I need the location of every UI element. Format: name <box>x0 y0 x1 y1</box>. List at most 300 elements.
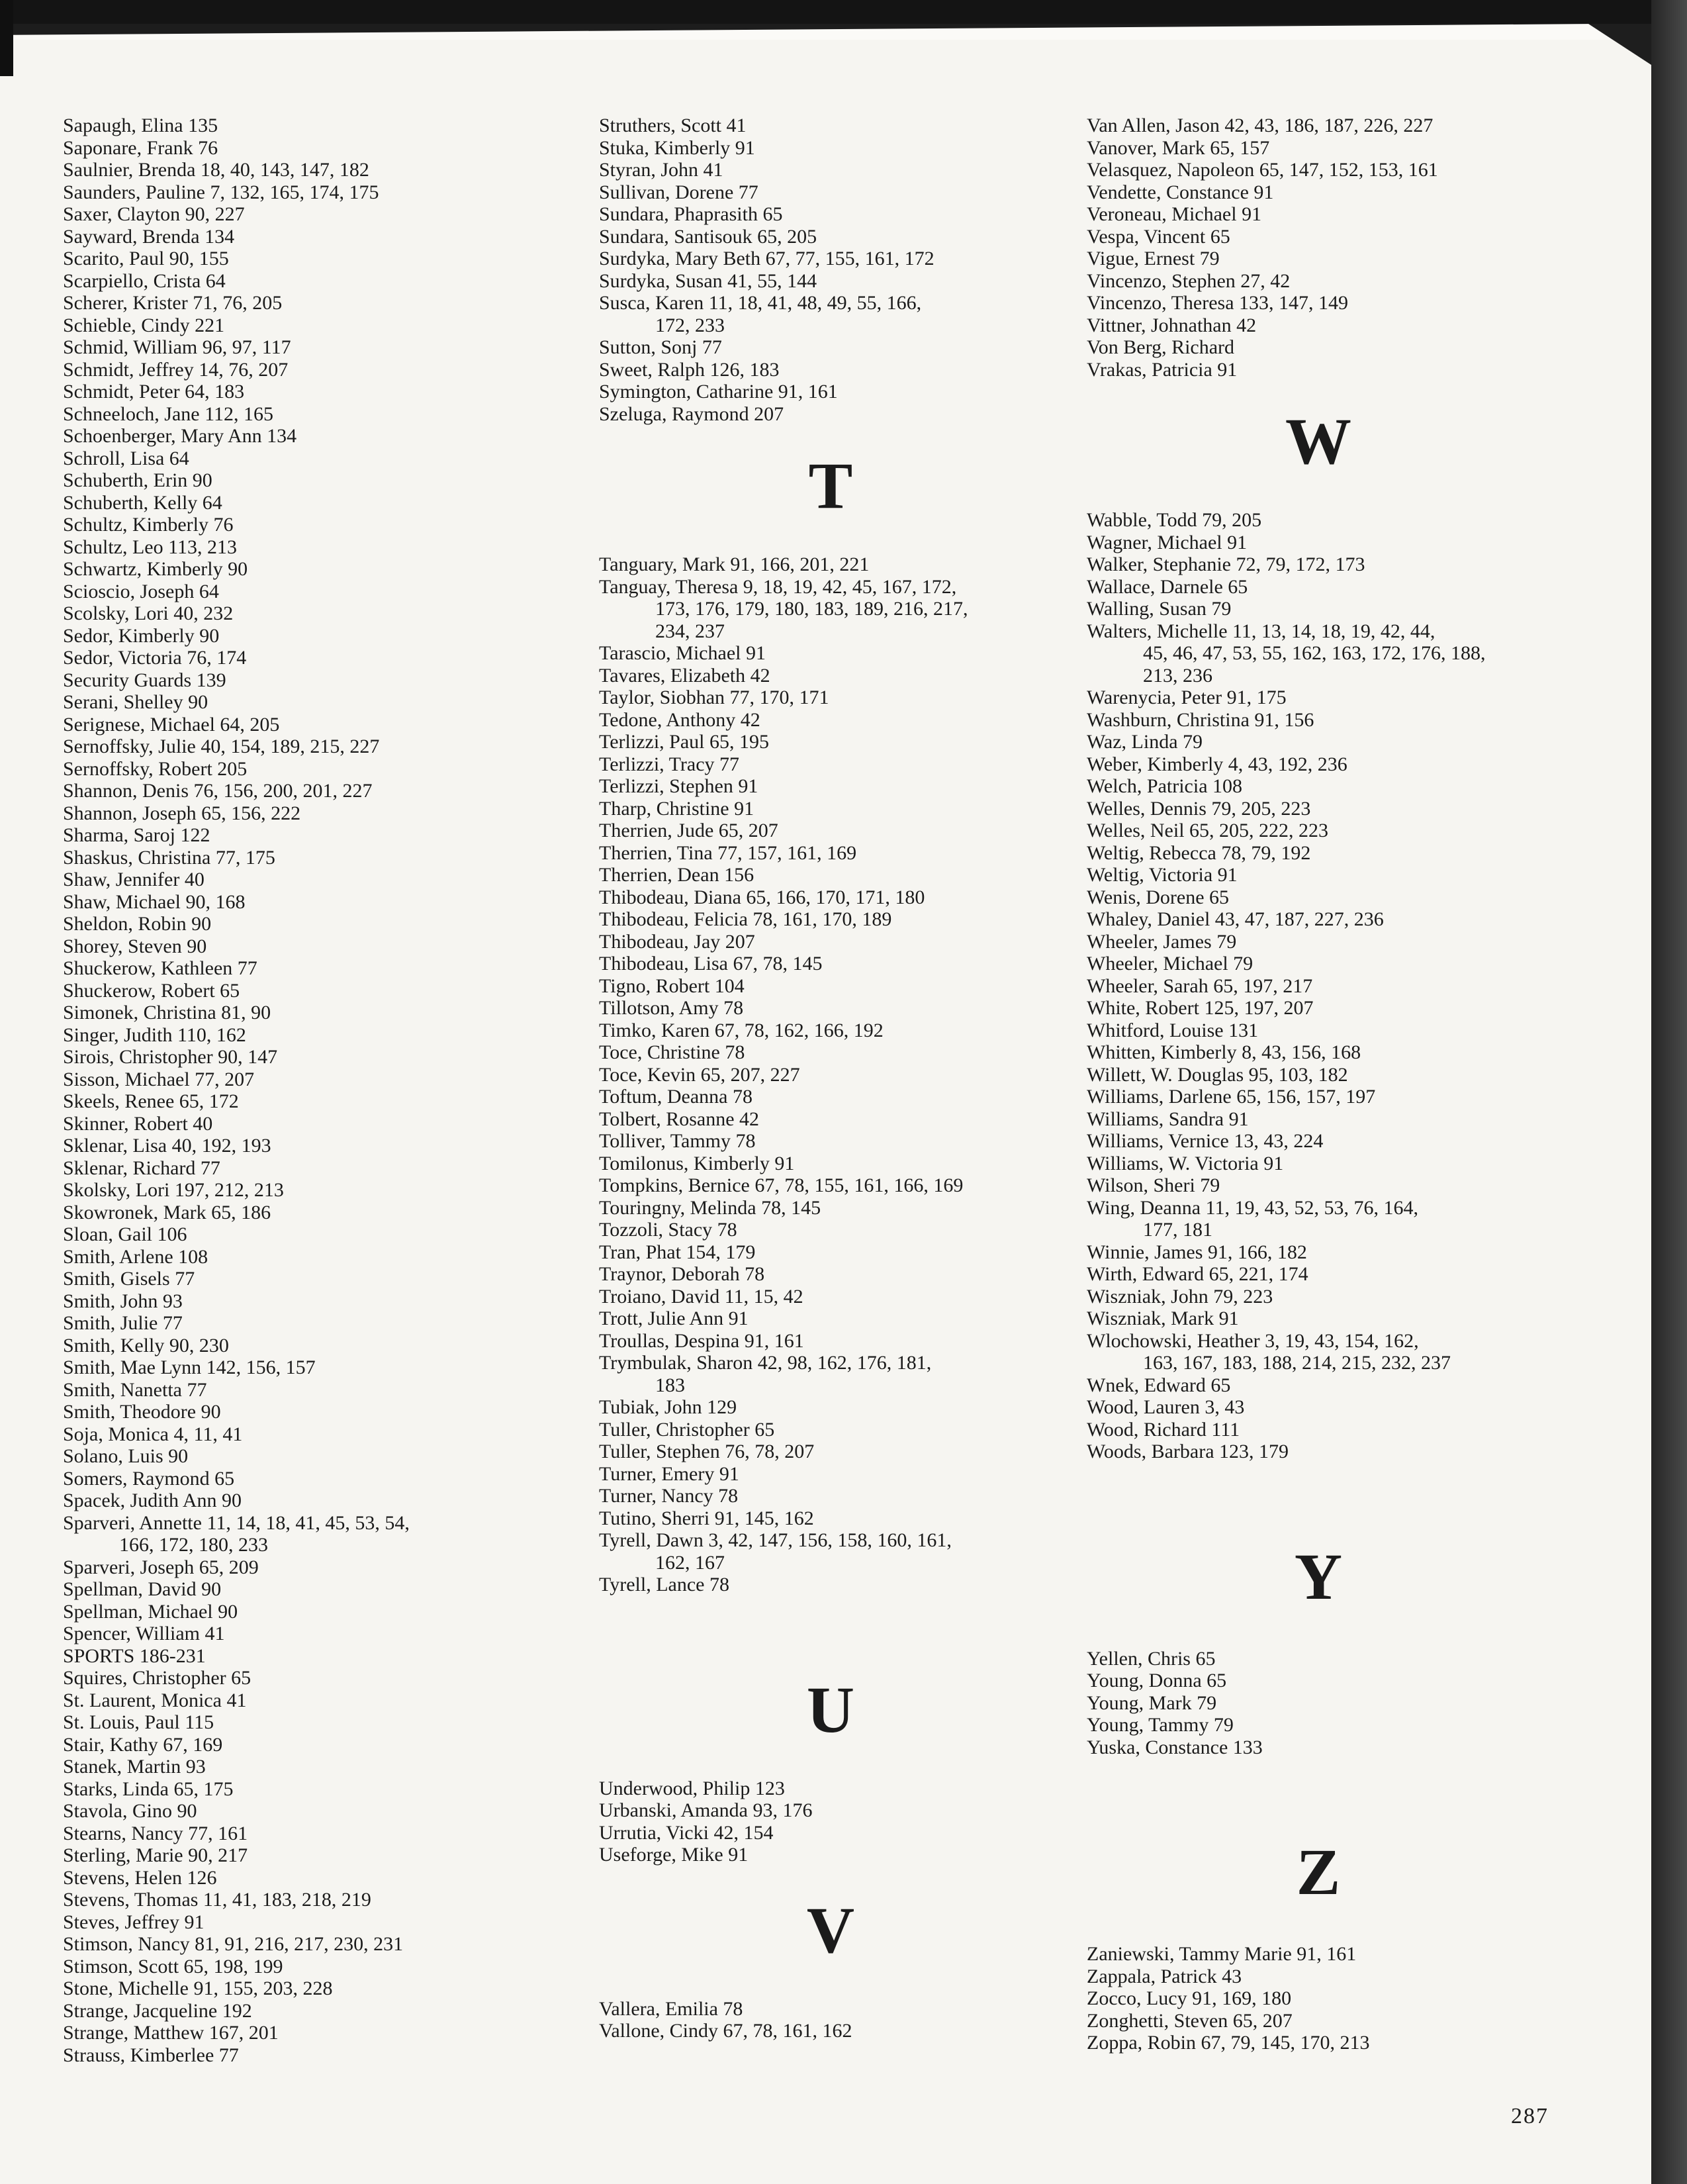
index-entry <box>599 1485 1142 1507</box>
index-entry-line: Sayward, Brenda 134 <box>63 225 235 248</box>
index-entry-continuation: 234, 237 <box>655 620 725 642</box>
index-entry <box>599 203 1142 226</box>
index-entry <box>63 847 606 869</box>
index-entry-line: Vallone, Cindy 67, 78, 161, 162 <box>599 2020 852 2042</box>
index-entry-line: Serani, Shelley 90 <box>63 691 208 713</box>
index-entry-line: Touringny, Melinda 78, 145 <box>599 1196 821 1219</box>
index-entry-line: Schultz, Leo 113, 213 <box>63 536 238 558</box>
index-entry <box>63 1578 606 1601</box>
index-entry <box>63 647 606 669</box>
index-entry <box>63 203 606 226</box>
index-entry-line: Wilson, Sheri 79 <box>1087 1174 1220 1196</box>
index-entry <box>63 558 606 581</box>
index-entry-continuation: 163, 167, 183, 188, 214, 215, 232, 237 <box>1143 1352 1451 1374</box>
index-entry-line: Urrutia, Vicki 42, 154 <box>599 1821 774 1844</box>
index-entry <box>1087 336 1629 359</box>
index-entry <box>1087 864 1629 886</box>
index-entry-line: Wiszniak, John 79, 223 <box>1087 1285 1273 1307</box>
index-entry <box>63 226 606 248</box>
index-entry-line: Urbanski, Amanda 93, 176 <box>599 1799 813 1821</box>
index-entry-line: Shaw, Jennifer 40 <box>63 869 205 890</box>
index-entry-line: Vanover, Mark 65, 157 <box>1087 136 1270 159</box>
index-entry-line: Tedone, Anthony 42 <box>599 708 760 731</box>
index-entry-line: Whaley, Daniel 43, 47, 187, 227, 236 <box>1087 908 1384 930</box>
index-entry <box>1087 1714 1629 1736</box>
index-entry-line: Smith, Julie 77 <box>63 1312 183 1334</box>
index-entry-line: Stanek, Martin 93 <box>63 1756 206 1778</box>
index-entry-line: Whitford, Louise 131 <box>1087 1019 1259 1041</box>
index-entry <box>63 1778 606 1801</box>
index-entry <box>599 1086 1142 1108</box>
index-entry-line: Scarpiello, Crista 64 <box>63 269 226 292</box>
index-entry <box>599 336 1142 359</box>
index-entry <box>63 1002 606 1024</box>
index-entry-line: Trott, Julie Ann 91 <box>599 1307 749 1329</box>
index-entry-line: Wirth, Edward 65, 221, 174 <box>1087 1263 1308 1285</box>
index-entry <box>599 359 1142 381</box>
index-entry-line: Tharp, Christine 91 <box>599 797 754 820</box>
index-entry-line: Soja, Monica 4, 11, 41 <box>63 1423 243 1445</box>
section-header-U: U <box>806 1672 855 1746</box>
index-entry-line: White, Robert 125, 197, 207 <box>1087 997 1314 1019</box>
index-entry <box>1087 1130 1629 1153</box>
index-entry-line: Sutton, Sonj 77 <box>599 336 722 358</box>
index-entry <box>599 931 1142 953</box>
index-entry-line: Schmidt, Peter 64, 183 <box>63 381 245 403</box>
index-entry <box>599 2020 1142 2042</box>
index-entry <box>63 913 606 935</box>
index-entry-line: Shuckerow, Kathleen 77 <box>63 957 257 979</box>
index-entry-line: Spellman, Michael 90 <box>63 1600 238 1623</box>
index-entry <box>63 1911 606 1934</box>
index-entry-line: Skinner, Robert 40 <box>63 1112 213 1135</box>
index-column-1 <box>63 115 606 2066</box>
index-entry-line: Wlochowski, Heather 3, 19, 43, 154, 162, <box>1087 1329 1419 1352</box>
index-entry-line: Susca, Karen 11, 18, 41, 48, 49, 55, 166, <box>599 292 922 314</box>
index-entry-line: Walters, Michelle 11, 13, 14, 18, 19, 42, 44, <box>1087 620 1436 642</box>
index-entry <box>63 691 606 714</box>
index-entry-line: Thibodeau, Diana 65, 166, 170, 171, 180 <box>599 886 925 908</box>
index-entry-continuation: 172, 233 <box>655 314 725 336</box>
index-entry-line: Skeels, Renee 65, 172 <box>63 1090 239 1112</box>
index-entry <box>599 1529 1142 1574</box>
index-entry <box>1087 1943 1629 1966</box>
index-entry-line: Skolsky, Lori 197, 212, 213 <box>63 1179 284 1201</box>
index-entry <box>599 1286 1142 1308</box>
index-entry <box>63 1490 606 1512</box>
index-entry <box>599 1998 1142 2020</box>
index-entry <box>599 775 1142 798</box>
index-entry-line: Shuckerow, Robert 65 <box>63 979 240 1002</box>
index-entry-line: Terlizzi, Stephen 91 <box>599 775 758 797</box>
index-entry-line: Serignese, Michael 64, 205 <box>63 713 280 736</box>
index-entry <box>63 780 606 802</box>
index-entry-line: Schuberth, Erin 90 <box>63 469 212 491</box>
index-entry <box>599 553 1142 576</box>
index-entry <box>63 625 606 647</box>
index-entry-line: Sharma, Saroj 122 <box>63 824 210 846</box>
index-entry-line: Shannon, Denis 76, 156, 200, 201, 227 <box>63 780 373 802</box>
index-entry-line: Williams, Sandra 91 <box>1087 1108 1249 1130</box>
index-entry <box>63 1689 606 1712</box>
index-entry <box>63 1867 606 1889</box>
index-entry <box>63 869 606 891</box>
index-entry <box>63 736 606 758</box>
index-entry-line: Shorey, Steven 90 <box>63 935 207 957</box>
index-entry-line: Williams, Vernice 13, 43, 224 <box>1087 1130 1324 1152</box>
index-entry-line: Smith, Theodore 90 <box>63 1401 221 1423</box>
index-entry <box>1087 226 1629 248</box>
index-entry-line: Wnek, Edward 65 <box>1087 1374 1231 1396</box>
index-entry <box>1087 931 1629 953</box>
index-entry <box>63 137 606 160</box>
index-entry-line: Tubiak, John 129 <box>599 1396 737 1418</box>
index-entry-line: Strange, Jacqueline 192 <box>63 1999 252 2022</box>
index-entry <box>1087 1736 1629 1759</box>
index-entry-line: Scolsky, Lori 40, 232 <box>63 602 234 624</box>
index-entry-line: St. Louis, Paul 115 <box>63 1711 214 1733</box>
index-entry <box>599 248 1142 270</box>
index-entry-line: Schoenberger, Mary Ann 134 <box>63 425 297 447</box>
index-entry-line: Spencer, William 41 <box>63 1623 225 1644</box>
index-entry-line: Simonek, Christina 81, 90 <box>63 1002 271 1023</box>
index-entry <box>599 1507 1142 1530</box>
index-entry <box>1087 842 1629 865</box>
index-entry-line: Young, Donna 65 <box>1087 1670 1227 1691</box>
index-entry-line: Tutino, Sherri 91, 145, 162 <box>599 1507 814 1529</box>
index-entry <box>599 403 1142 426</box>
index-entry-line: Spacek, Judith Ann 90 <box>63 1490 242 1511</box>
index-entry <box>599 886 1142 909</box>
index-entry-line: Young, Mark 79 <box>1087 1691 1217 1714</box>
index-entry-line: Schuberth, Kelly 64 <box>63 491 222 514</box>
index-entry-line: Walling, Susan 79 <box>1087 598 1232 620</box>
index-entry <box>599 1064 1142 1086</box>
index-entry-line: Tozzoli, Stacy 78 <box>599 1219 737 1241</box>
index-entry <box>599 1174 1142 1197</box>
index-entry-line: Troullas, Despina 91, 161 <box>599 1329 804 1352</box>
index-entry <box>63 1734 606 1756</box>
index-entry <box>63 1024 606 1047</box>
index-entry <box>599 159 1142 181</box>
index-entry <box>599 1020 1142 1042</box>
index-entry-line: Therrien, Jude 65, 207 <box>599 820 778 841</box>
index-entry-line: Struthers, Scott 41 <box>599 115 747 136</box>
scan-edge-top <box>0 0 1687 24</box>
index-entry <box>63 314 606 337</box>
index-entry <box>599 576 1142 643</box>
index-entry <box>63 1601 606 1623</box>
index-entry <box>1087 1263 1629 1286</box>
index-entry-line: Wheeler, Sarah 65, 197, 217 <box>1087 974 1313 997</box>
index-entry <box>1087 997 1629 1020</box>
index-entry-line: Sklenar, Lisa 40, 192, 193 <box>63 1135 271 1157</box>
page-number: 287 <box>1511 2104 1549 2128</box>
index-entry <box>1087 731 1629 753</box>
index-entry <box>63 1445 606 1468</box>
index-entry-line: Washburn, Christina 91, 156 <box>1087 708 1314 731</box>
index-entry <box>599 1352 1142 1396</box>
index-entry-line: Smith, John 93 <box>63 1290 183 1312</box>
index-entry-line: Winnie, James 91, 166, 182 <box>1087 1241 1307 1263</box>
index-entry-line: Taylor, Siobhan 77, 170, 171 <box>599 687 829 708</box>
index-entry-line: Szeluga, Raymond 207 <box>599 403 784 425</box>
index-entry-continuation: 162, 167 <box>655 1551 725 1574</box>
index-entry-line: Willett, W. Douglas 95, 103, 182 <box>1087 1063 1348 1086</box>
index-entry-line: Tarascio, Michael 91 <box>599 642 766 664</box>
index-entry-line: Wood, Lauren 3, 43 <box>1087 1396 1245 1418</box>
index-entry <box>599 908 1142 931</box>
index-entry <box>63 714 606 736</box>
index-entry-line: Schieble, Cindy 221 <box>63 314 225 336</box>
index-entry <box>599 292 1142 336</box>
index-entry <box>63 1090 606 1113</box>
index-entry <box>599 1241 1142 1264</box>
index-entry <box>63 1933 606 1956</box>
index-entry <box>599 1822 1142 1844</box>
index-entry-line: Traynor, Deborah 78 <box>599 1263 765 1285</box>
index-entry <box>1087 576 1629 598</box>
index-entry <box>63 602 606 625</box>
index-entry-line: Tomilonus, Kimberly 91 <box>599 1152 795 1174</box>
index-entry <box>63 115 606 137</box>
index-entry-line: Smith, Arlene 108 <box>63 1245 208 1268</box>
index-entry-line: Starks, Linda 65, 175 <box>63 1778 234 1800</box>
index-entry <box>1087 1174 1629 1197</box>
index-entry <box>63 1312 606 1335</box>
index-entry-line: Surdyka, Mary Beth 67, 77, 155, 161, 172 <box>599 248 935 269</box>
index-entry <box>63 581 606 603</box>
index-entry-line: Shannon, Joseph 65, 156, 222 <box>63 802 301 824</box>
index-entry <box>1087 687 1629 709</box>
index-entry-line: Toce, Kevin 65, 207, 227 <box>599 1063 800 1086</box>
index-entry-line: Young, Tammy 79 <box>1087 1714 1234 1736</box>
index-entry-line: Tran, Phat 154, 179 <box>599 1241 756 1263</box>
index-entry <box>599 709 1142 732</box>
index-entry <box>63 1246 606 1268</box>
index-entry <box>1087 775 1629 798</box>
index-entry-line: Tanguay, Theresa 9, 18, 19, 42, 45, 167, 172, <box>599 575 957 598</box>
index-entry <box>63 1512 606 1556</box>
index-entry <box>63 891 606 914</box>
index-entry-line: Weltig, Rebecca 78, 79, 192 <box>1087 841 1311 864</box>
index-entry-line: Turner, Nancy 78 <box>599 1485 739 1507</box>
index-entry <box>599 381 1142 403</box>
index-entry-line: Turner, Emery 91 <box>599 1462 739 1485</box>
index-entry <box>1087 1648 1629 1670</box>
index-entry-line: Thibodeau, Lisa 67, 78, 145 <box>599 953 823 974</box>
index-entry <box>1087 2032 1629 2054</box>
index-entry-line: Wing, Deanna 11, 19, 43, 52, 53, 76, 164, <box>1087 1196 1418 1219</box>
index-entry <box>599 798 1142 820</box>
index-entry-line: Sedor, Kimberly 90 <box>63 624 220 647</box>
index-entry <box>63 1423 606 1446</box>
index-entry <box>63 1179 606 1202</box>
index-entry-line: Velasquez, Napoleon 65, 147, 152, 153, 161 <box>1087 159 1438 181</box>
index-entry <box>63 1823 606 1845</box>
index-entry-line: Sernoffsky, Robert 205 <box>63 757 248 780</box>
index-entry-line: Schmidt, Jeffrey 14, 76, 207 <box>63 358 289 381</box>
index-entry <box>63 336 606 359</box>
scan-corner-top-right <box>1588 24 1651 65</box>
index-entry <box>63 935 606 958</box>
index-entry <box>63 292 606 314</box>
index-entry <box>599 1041 1142 1064</box>
index-entry <box>63 1756 606 1778</box>
index-entry-line: Walker, Stephanie 72, 79, 172, 173 <box>1087 553 1365 575</box>
index-entry-line: Therrien, Dean 156 <box>599 864 754 886</box>
index-entry-line: Solano, Luis 90 <box>63 1445 189 1467</box>
index-entry <box>1087 598 1629 620</box>
index-entry-line: Woods, Barbara 123, 179 <box>1087 1441 1289 1462</box>
index-entry-line: Skowronek, Mark 65, 186 <box>63 1201 271 1223</box>
index-entry <box>63 1290 606 1313</box>
index-entry-line: St. Laurent, Monica 41 <box>63 1689 247 1711</box>
index-entry <box>63 2044 606 2067</box>
index-entry-line: Timko, Karen 67, 78, 162, 166, 192 <box>599 1019 884 1041</box>
index-entry <box>63 1645 606 1668</box>
index-entry <box>63 1268 606 1290</box>
index-entry-line: Terlizzi, Paul 65, 195 <box>599 731 770 753</box>
index-entry-line: Tuller, Christopher 65 <box>599 1418 775 1441</box>
index-entry <box>1087 798 1629 820</box>
index-entry-line: Security Guards 139 <box>63 669 226 691</box>
section-header-Z: Z <box>1296 1835 1341 1909</box>
index-entry <box>1087 975 1629 998</box>
index-entry <box>1087 908 1629 931</box>
index-entry <box>63 1977 606 2000</box>
index-entry <box>63 1379 606 1401</box>
index-entry <box>63 381 606 403</box>
index-entry <box>1087 159 1629 181</box>
index-entry <box>63 1468 606 1490</box>
index-column-2 <box>599 115 1142 2042</box>
index-entry-line: SPORTS 186-231 <box>63 1644 206 1667</box>
index-entry-line: Welles, Dennis 79, 205, 223 <box>1087 797 1311 820</box>
index-entry-line: Saulnier, Brenda 18, 40, 143, 147, 182 <box>63 159 369 181</box>
index-entry-line: Therrien, Tina 77, 157, 161, 169 <box>599 841 857 864</box>
index-entry <box>1087 620 1629 687</box>
index-entry-line: Squires, Christopher 65 <box>63 1667 251 1689</box>
index-entry <box>599 226 1142 248</box>
index-entry <box>63 403 606 426</box>
index-entry <box>1087 1307 1629 1330</box>
index-entry-line: Wagner, Michael 91 <box>1087 531 1248 553</box>
index-entry-line: Sapaugh, Elina 135 <box>63 115 218 136</box>
index-entry-continuation: 173, 176, 179, 180, 183, 189, 216, 217, <box>655 598 968 620</box>
index-entry-line: Van Allen, Jason 42, 43, 186, 187, 226, 227 <box>1087 115 1434 136</box>
index-entry-line: Vendette, Constance 91 <box>1087 181 1274 203</box>
index-entry <box>599 1307 1142 1330</box>
index-entry-line: Smith, Kelly 90, 230 <box>63 1334 229 1356</box>
index-entry-line: Toce, Christine 78 <box>599 1041 745 1063</box>
index-entry-line: Strange, Matthew 167, 201 <box>63 2022 279 2044</box>
index-entry <box>1087 248 1629 270</box>
index-entry-line: Williams, W. Victoria 91 <box>1087 1152 1284 1174</box>
index-entry <box>63 1401 606 1423</box>
index-entry <box>63 1046 606 1068</box>
index-entry <box>1087 1692 1629 1715</box>
index-entry-line: Schwartz, Kimberly 90 <box>63 558 248 580</box>
index-entry <box>1087 270 1629 293</box>
index-entry <box>1087 532 1629 554</box>
index-entry <box>63 1844 606 1867</box>
index-entry-line: Saunders, Pauline 7, 132, 165, 174, 175 <box>63 181 379 203</box>
index-entry-line: Whitten, Kimberly 8, 43, 156, 168 <box>1087 1041 1361 1063</box>
index-entry <box>63 2000 606 2022</box>
index-entry-line: Vallera, Emilia 78 <box>599 1997 743 2020</box>
index-entry-line: Thibodeau, Jay 207 <box>599 930 755 953</box>
index-entry-line: Sheldon, Robin 90 <box>63 913 212 935</box>
index-entry-line: Stevens, Helen 126 <box>63 1866 217 1889</box>
index-entry-line: Vespa, Vincent 65 <box>1087 225 1230 248</box>
index-entry <box>63 425 606 448</box>
index-entry-line: Smith, Mae Lynn 142, 156, 157 <box>63 1356 316 1378</box>
index-entry <box>63 359 606 381</box>
index-entry <box>63 1956 606 1978</box>
index-entry-line: Wiszniak, Mark 91 <box>1087 1307 1239 1329</box>
index-entry <box>63 1068 606 1091</box>
index-entry <box>1087 1966 1629 1988</box>
index-entry-continuation: 166, 172, 180, 233 <box>119 1534 268 1556</box>
index-entry-line: Vincenzo, Theresa 133, 147, 149 <box>1087 292 1349 314</box>
index-entry-line: Sernoffsky, Julie 40, 154, 189, 215, 227 <box>63 736 380 757</box>
index-entry <box>599 1799 1142 1822</box>
index-entry <box>599 820 1142 842</box>
index-entry <box>63 536 606 559</box>
index-entry-line: Wood, Richard 111 <box>1087 1418 1240 1441</box>
index-entry-line: Sundara, Santisouk 65, 205 <box>599 225 817 248</box>
index-entry-line: Somers, Raymond 65 <box>63 1467 235 1490</box>
index-entry-line: Smith, Nanetta 77 <box>63 1378 207 1401</box>
index-entry <box>1087 1396 1629 1419</box>
index-entry <box>1087 1987 1629 2010</box>
index-entry <box>63 270 606 293</box>
index-entry-line: Yellen, Chris 65 <box>1087 1647 1216 1670</box>
index-entry-line: Schneeloch, Jane 112, 165 <box>63 403 273 425</box>
index-entry <box>599 975 1142 998</box>
index-entry <box>1087 509 1629 532</box>
index-entry <box>1087 1064 1629 1086</box>
section-header-W: W <box>1285 404 1351 478</box>
index-entry-line: Troiano, David 11, 15, 42 <box>599 1285 803 1307</box>
index-entry <box>599 842 1142 865</box>
index-entry-line: Tigno, Robert 104 <box>599 974 745 997</box>
index-entry-line: Tolbert, Rosanne 42 <box>599 1108 760 1130</box>
index-entry <box>1087 115 1629 137</box>
index-entry-line: Sullivan, Dorene 77 <box>599 181 758 203</box>
index-entry <box>1087 1374 1629 1397</box>
index-entry-line: Welles, Neil 65, 205, 222, 223 <box>1087 820 1329 841</box>
index-entry <box>1087 2010 1629 2032</box>
index-entry <box>1087 1108 1629 1131</box>
index-entry-line: Sklenar, Richard 77 <box>63 1157 220 1179</box>
index-entry <box>63 980 606 1002</box>
index-entry-line: Zonghetti, Steven 65, 207 <box>1087 2009 1293 2032</box>
index-entry-line: Von Berg, Richard <box>1087 336 1235 358</box>
section-header-Y: Y <box>1294 1539 1343 1613</box>
index-entry <box>599 1419 1142 1441</box>
index-entry-line: Sundara, Phaprasith 65 <box>599 203 783 225</box>
index-entry-line: Tolliver, Tammy 78 <box>599 1130 756 1152</box>
index-entry-line: Surdyka, Susan 41, 55, 144 <box>599 269 817 292</box>
index-entry <box>599 665 1142 687</box>
scan-edge-right <box>1651 0 1687 2184</box>
index-entry-line: Steves, Jeffrey 91 <box>63 1911 205 1933</box>
index-entry-line: Sirois, Christopher 90, 147 <box>63 1046 278 1068</box>
index-entry <box>63 957 606 980</box>
index-entry-line: Williams, Darlene 65, 156, 157, 197 <box>1087 1086 1376 1108</box>
